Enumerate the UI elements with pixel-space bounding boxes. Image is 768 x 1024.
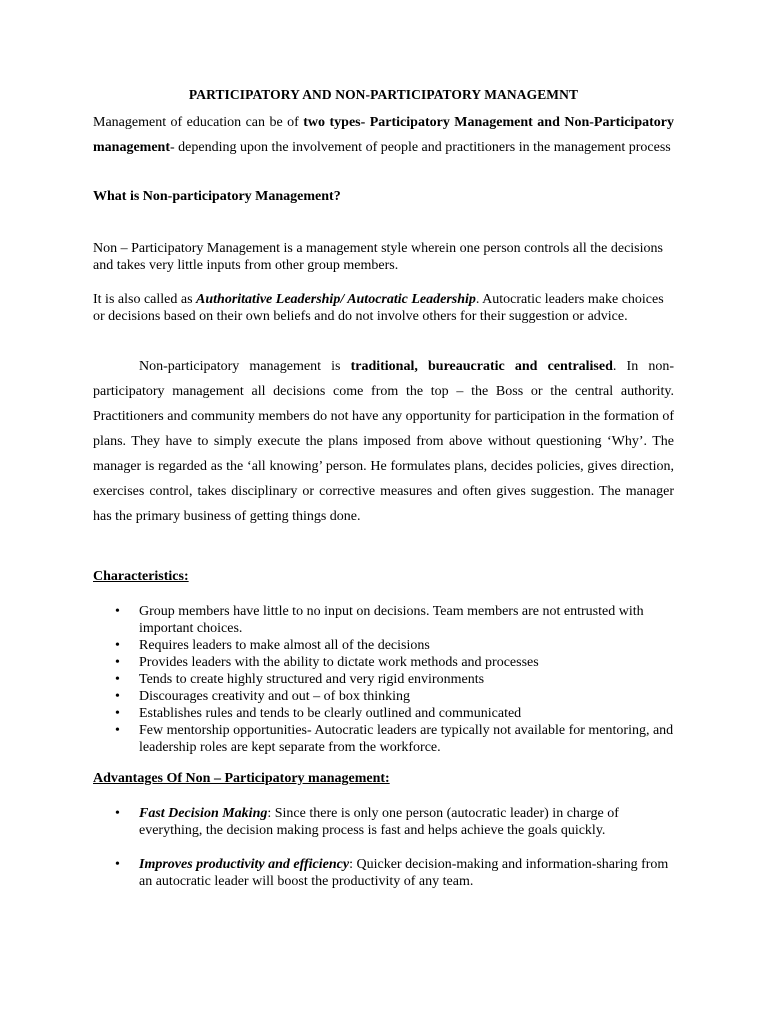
list-item [93, 856, 674, 890]
intro-text-2: - depending upon the involvement of people and practitioners in the management process [170, 140, 671, 155]
bullet-icon: • [115, 806, 120, 821]
document-title: PARTICIPATORY AND NON-PARTICIPATORY MANAGEMNT [188, 87, 579, 102]
bullet-icon: • [115, 604, 120, 619]
bullet-icon: • [115, 655, 120, 670]
also-called-paragraph [93, 291, 674, 325]
list-item: • Discourages creativity and out – of box thinking [115, 689, 410, 704]
intro-paragraph [93, 110, 674, 160]
advantage-term: Improves productivity and efficiency [139, 857, 350, 872]
definition-paragraph: Non – Participatory Management is a management style wherein one person controls all the decisions and takes very little inputs from other group members. [93, 241, 663, 273]
main-text-1: Non-participatory management is [139, 359, 351, 374]
intro-bold: two types- Participatory Management and Non-Participatory management [93, 115, 674, 155]
main-text-2: . In non-participatory management all decisions come from the top – the Boss or the central authority. Practitioners and community members do not have any opportunity for participation in the formation of plans. They have to simply execute the plans imposed from above without questioning ‘Why’. The manager is regarded as the ‘all knowing’ person. He formulates plans, decides policies, gives direction, exercises control, takes disciplinary or corrective measures and often gives suggestion. The manager has the primary business of getting things done. [93, 359, 674, 524]
bullet-icon: • [115, 723, 120, 738]
bullet-icon: • [115, 689, 120, 704]
advantages-heading: Advantages Of Non – Participatory management: [93, 771, 390, 786]
list-item: • Few mentorship opportunities- Autocratic leaders are typically not available for mentoring, and leadership roles are kept separate from the workforce. [115, 723, 674, 755]
advantages-list [93, 805, 674, 907]
also-called-term: Authoritative Leadership/ Autocratic Leadership [196, 292, 476, 307]
bullet-icon: • [115, 672, 120, 687]
list-item: • Establishes rules and tends to be clearly outlined and communicated [115, 706, 522, 721]
bullet-icon: • [115, 706, 120, 721]
advantage-text: : Since there is only one person (autocratic leader) in charge of everything, the decision making process is fast and helps achieve the goals quickly. [139, 806, 619, 838]
intro-text-1: Management of education can be of [93, 115, 304, 130]
question-heading: What is Non-participatory Management? [93, 189, 341, 204]
characteristics-list [93, 603, 674, 756]
list-item: • Provides leaders with the ability to dictate work methods and processes [115, 655, 539, 670]
also-called-text-1: It is also called as [93, 292, 197, 307]
bullet-icon: • [115, 638, 120, 653]
bullet-icon: • [115, 857, 120, 872]
list-item: • Requires leaders to make almost all of the decisions [115, 638, 430, 653]
advantage-text: : Quicker decision-making and information-sharing from an autocratic leader will boost the productivity of any team. [139, 857, 669, 889]
list-item [93, 805, 674, 839]
advantage-term: Fast Decision Making [139, 806, 268, 821]
list-item: • Group members have little to no input on decisions. Team members are not entrusted with important choices. [115, 604, 644, 636]
also-called-text-2: . Autocratic leaders make choices or decisions based on their own beliefs and do not involve others for their suggestion or advice. [93, 292, 664, 324]
characteristics-heading: Characteristics: [93, 569, 189, 584]
main-paragraph [93, 354, 674, 529]
main-bold: traditional, bureaucratic and centralised [350, 359, 613, 374]
list-item: • Tends to create highly structured and very rigid environments [115, 672, 485, 687]
